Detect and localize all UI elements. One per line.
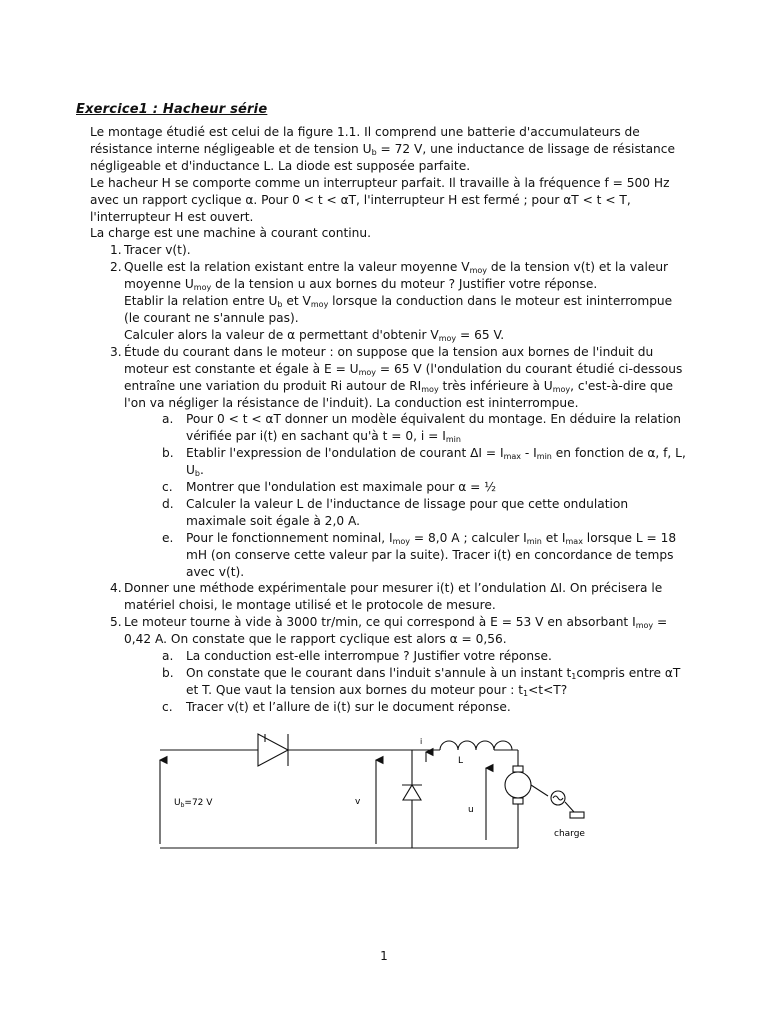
question-3c <box>90 479 690 496</box>
subscript: max <box>503 452 522 462</box>
text: lorsque L = 18 mH (on conserve cette valeur par la suite). Tracer i(t) en concordance de temps avec v(t). <box>186 530 677 579</box>
question-number: 1. <box>110 243 122 258</box>
subscript: moy <box>421 384 439 394</box>
chopper-switch-icon <box>258 734 288 766</box>
question-number: 2. <box>110 260 122 275</box>
exercise-title: Exercice1 : Hacheur série <box>76 102 268 117</box>
text: La conduction est-elle interrompue ? Justifier votre réponse. <box>186 649 552 664</box>
question-2 <box>90 259 690 344</box>
subscript: moy <box>392 536 411 546</box>
question-list-continued <box>90 580 690 648</box>
subscript: moy <box>358 367 377 377</box>
text: = 0,42 A. On constate que le rapport cyclique est alors α = 0,56. <box>124 615 668 647</box>
page-number: 1 <box>380 949 388 963</box>
subscript: moy <box>438 333 457 343</box>
sub-question-list-5 <box>90 648 690 716</box>
diode-icon <box>402 785 422 800</box>
text: et I <box>541 530 566 545</box>
question-5a <box>90 648 690 665</box>
load-icon <box>551 791 584 818</box>
question-list <box>90 242 690 411</box>
subscript: min <box>445 435 461 445</box>
subscript: min <box>526 536 542 546</box>
sub-question-number: e. <box>162 530 174 545</box>
text: Montrer que l'ondulation est maximale pour α = ½ <box>186 480 497 495</box>
text: en fonction de α, f, L, U <box>186 446 686 478</box>
exercise-content <box>90 124 690 716</box>
question-4 <box>90 580 690 614</box>
text: Quelle est la relation existant entre la valeur moyenne V <box>124 260 470 275</box>
question-3a <box>90 411 690 445</box>
subscript: max <box>565 536 583 546</box>
subscript: moy <box>469 266 487 276</box>
text: = 65 V. <box>456 327 505 342</box>
text: . <box>200 463 204 478</box>
text: On constate que le courant dans l'induit s'annule à un instant t <box>186 666 572 680</box>
text: Tracer v(t) et l’allure de i(t) sur le document réponse. <box>186 699 511 714</box>
text: - I <box>521 446 537 461</box>
sub-question-number: a. <box>162 649 174 664</box>
text: <t<T? <box>528 682 568 697</box>
intro-paragraph-1 <box>90 124 690 175</box>
question-text <box>124 344 690 412</box>
question-3 <box>90 344 690 412</box>
text: Pour 0 < t < αT donner un modèle équivalent du montage. En déduire la relation vérifiée par i(t) en sachant qu'à t = 0, i = I <box>186 412 682 444</box>
question-5c <box>90 699 690 716</box>
text: = 65 V (l'ondulation du courant étudié ci-dessous entraîne une variation du produit Ri autour de RI <box>124 361 683 393</box>
text: de la tension u aux bornes du moteur ? Justifier votre réponse. <box>211 277 598 292</box>
question-text: Tracer v(t). <box>124 243 191 258</box>
intro-text: Le montage étudié est celui de la figure 1.1. Il comprend une batterie d'accumulateurs de résistance interne négligeable et de tension U <box>90 125 640 156</box>
sub-question-number: a. <box>162 412 174 427</box>
subscript: min <box>536 452 552 462</box>
text: Calculer alors la valeur de α permettant d'obtenir V <box>124 327 439 342</box>
question-text <box>124 259 690 293</box>
question-5 <box>90 614 690 648</box>
inductor-icon <box>440 741 512 750</box>
text: très inférieure à U <box>438 378 553 393</box>
l-label: L <box>458 756 464 766</box>
u-label: u <box>468 805 474 815</box>
subscript: moy <box>552 384 571 394</box>
question-3e <box>90 530 690 581</box>
ub-value: =72 V <box>184 798 213 808</box>
intro-paragraph-3: La charge est une machine à courant continu. <box>90 226 371 241</box>
ub-subscript: b <box>180 802 185 809</box>
subscript: 1 <box>571 672 577 681</box>
text: Le moteur tourne à vide à 3000 tr/min, ce qui correspond à E = 53 V en absorbant I <box>124 615 636 630</box>
intro-text: = 72 V, une inductance de lissage de résistance négligeable et d'inductance L. La diode est supposée parfaite. <box>90 141 675 173</box>
ub-symbol: U <box>174 798 181 808</box>
question-text: Donner une méthode expérimentale pour mesurer i(t) et l’ondulation ΔI. On précisera le matériel choisi, le montage utilisé et le protocole de mesure. <box>124 581 663 613</box>
text: Etablir l'expression de l'ondulation de courant ΔI = I <box>186 446 504 461</box>
question-number: 3. <box>110 344 122 359</box>
i-label: i <box>420 737 423 746</box>
subscript: b <box>277 300 283 310</box>
text: Pour le fonctionnement nominal, I <box>186 530 393 545</box>
question-1 <box>90 242 690 259</box>
text: = 8,0 A ; calculer I <box>410 530 527 545</box>
subscript: b <box>371 147 377 157</box>
subscript: moy <box>310 300 329 310</box>
question-text <box>124 327 690 344</box>
subscript: moy <box>635 621 654 631</box>
question-number: 5. <box>110 615 122 630</box>
question-text <box>124 293 690 327</box>
text: , c'est-à-dire que l'on va négliger la résistance de l'induit). La conduction est ininterrompue. <box>124 378 674 410</box>
question-3b <box>90 445 690 479</box>
question-3d <box>90 496 690 530</box>
v-label: v <box>355 797 361 807</box>
sub-question-number: c. <box>162 699 173 714</box>
text: de la tension v(t) et la valeur moyenne U <box>124 260 669 292</box>
sub-question-list-3 <box>90 411 690 580</box>
sub-question-number: d. <box>162 496 174 511</box>
text: compris entre αT et T. Que vaut la tension aux bornes du moteur pour : t <box>186 666 681 697</box>
text: lorsque la conduction dans le moteur est ininterrompue (le courant ne s'annule pas). <box>124 294 673 325</box>
chopper-circuit-diagram <box>150 730 610 860</box>
intro-paragraph-2: Le hacheur H se comporte comme un interrupteur parfait. Il travaille à la fréquence f = 500 Hz avec un rapport cyclique α. Pour 0 < t < αT, l'interrupteur H est fermé ; pour αT < t < T, l'interrupteur H est ouvert. <box>90 175 670 224</box>
text: Etablir la relation entre U <box>124 294 278 309</box>
text: Étude du courant dans le moteur : on suppose que la tension aux bornes de l'induit du moteur est constante et égale à E = U <box>124 344 654 376</box>
text: et V <box>282 294 311 309</box>
subscript: b <box>194 469 200 479</box>
sub-question-number: c. <box>162 480 173 495</box>
ub-label <box>174 798 213 809</box>
question-number: 4. <box>110 581 122 596</box>
charge-label: charge <box>554 829 585 839</box>
sub-question-number: b. <box>162 666 174 680</box>
text: Calculer la valeur L de l'inductance de lissage pour que cette ondulation maximale soit égale à 2,0 A. <box>186 496 629 528</box>
subscript: moy <box>193 283 212 293</box>
sub-question-number: b. <box>162 446 174 461</box>
subscript: 1 <box>523 688 529 698</box>
question-5b <box>90 665 690 699</box>
dc-motor-icon <box>505 766 548 804</box>
